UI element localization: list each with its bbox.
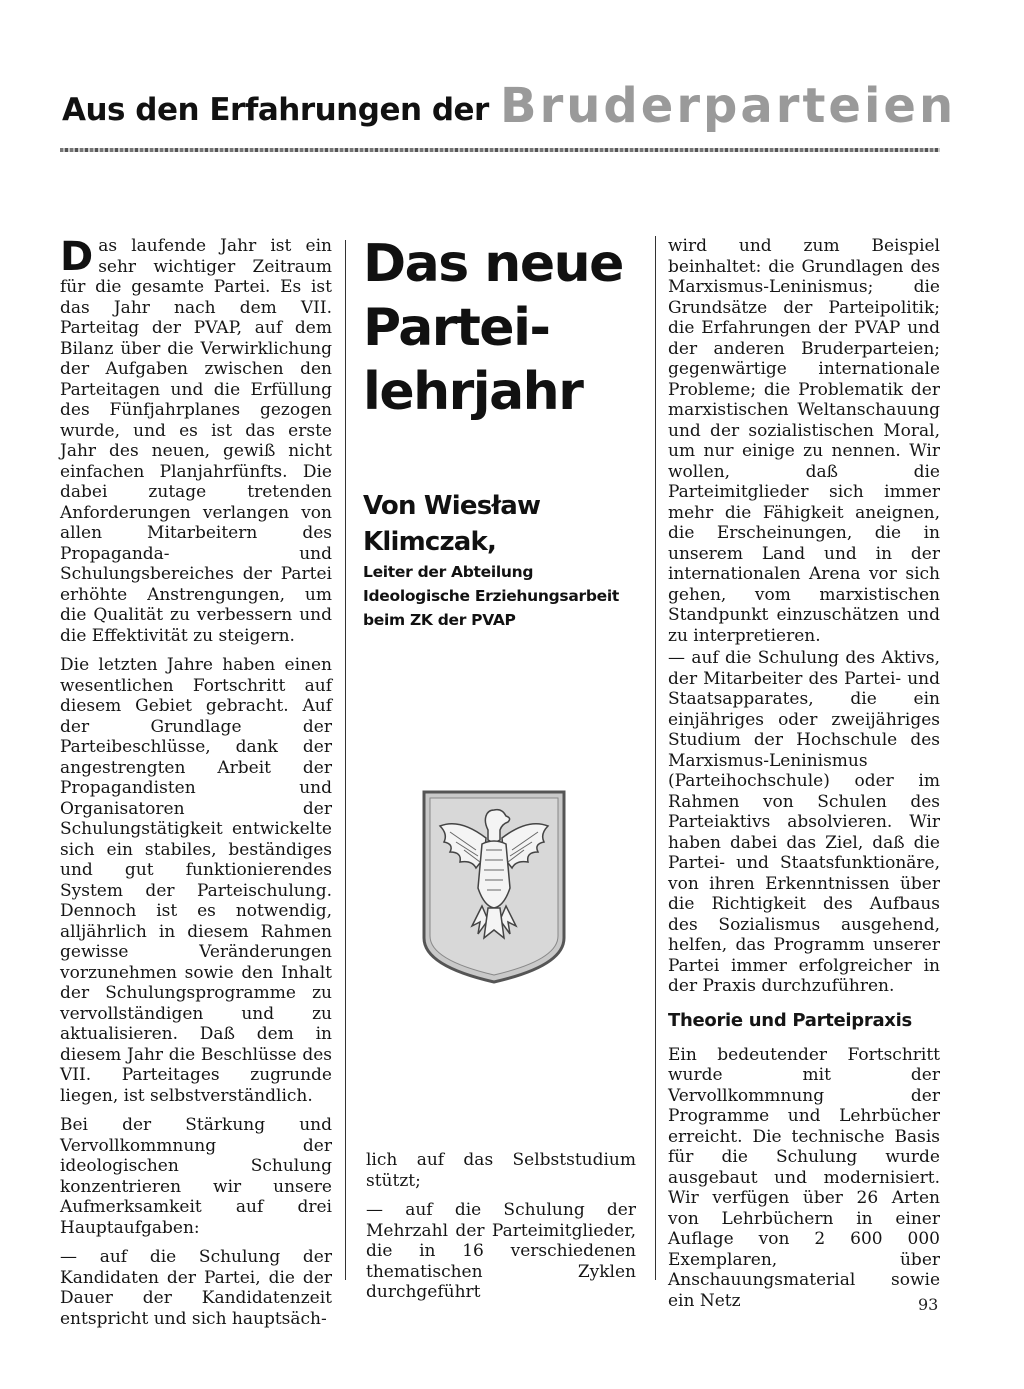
paragraph: Das laufende Jahr ist ein sehr wichtiger Zeitraum für die gesamte Partei. Es ist das Jahr nach dem VII. Parteitag der PVAP, auf dem Bilanz über die Verwirklichung der Aufgaben zwischen den Parteitagen und die Erfüllung des Fünfjahrplanes gezogen wurde, und es ist das erste Jahr des neuen, gewiß nicht einfachen Planjahrfünfts. Die dabei zutage tretenden Anforderungen verlangen von allen Mitarbeitern des Propaganda- und Schulungsbereiches der Partei erhöhte Anstrengungen, um die Qualität zu verbessern und die Effektivität zu steigern. <box>60 234 332 646</box>
section-header <box>60 78 957 138</box>
column-divider-right <box>655 236 656 1280</box>
section-header-subtitle: Bruderparteien <box>500 78 957 134</box>
text-column-3 <box>668 236 940 1320</box>
article-title-line: lehrjahr <box>363 362 583 422</box>
article-title-line: Partei- <box>363 298 550 358</box>
paragraph: Bei der Stärkung und Vervollkommnung der ideologischen Schulung konzentrieren wir unsere Aufmerksamkeit auf drei Hauptaufgaben: <box>60 1115 332 1238</box>
author-name: Von Wiesław Klimczak, <box>363 491 541 557</box>
paragraph: wird und zum Beispiel beinhaltet: die Grundlagen des Marxismus-Leninismus; die Grundsätze der Parteipolitik; die Erfahrungen der PVAP und der anderen Bruderparteien; gegenwärtige internationale Probleme; die Problematik der marxistischen Weltanschauung und der sozialistischen Moral, um nur einige zu nennen. Wir wollen, daß die Parteimitglieder sich immer mehr die Fähigkeit aneignen, die Erscheinungen, die in unserem Land und in der internationalen Arena vor sich gehen, vom marxistischen Standpunkt einzuschätzen und zu interpretieren. <box>668 236 940 646</box>
paragraph: — auf die Schulung der Kandidaten der Partei, die der Dauer der Kandidatenzeit entspricht und sich hauptsäch- <box>60 1247 332 1329</box>
article-title <box>363 232 648 424</box>
column-divider-left <box>345 240 346 1280</box>
text-column-2 <box>366 1150 636 1312</box>
paragraph: Die letzten Jahre haben einen wesentlichen Fortschritt auf diesem Gebiet gebracht. Auf der Grundlage der Parteibeschlüsse, dank der angestrengten Arbeit der Propagandisten und Organisatoren der Schulungstätigkeit entwickelte sich ein stabiles, beständiges und gut funktionierendes System der Parteischulung. Dennoch ist es notwendig, alljährlich in diesem Rahmen gewisse Veränderungen vorzunehmen sowie den Inhalt der Schulungsprogramme zu vervollständigen und zu aktualisieren. Daß dem in diesem Jahr die Beschlüsse des VII. Parteitages zugrunde liegen, ist selbstverständlich. <box>60 655 332 1106</box>
text-column-1 <box>60 236 332 1338</box>
paragraph: — auf die Schulung des Aktivs, der Mitarbeiter des Partei- und Staatsapparates, die ein einjähriges oder zweijähriges Studium der Hochschule des Marxismus-Leninismus (Parteihochschule) oder im Rahmen von Schulen des Parteiaktivs absolvieren. Wir haben dabei das Ziel, daß die Partei- und Staatsfunktionäre, von ihren Erkenntnissen über die Richtigkeit des Aufbaus des Sozialismus ausgehend, helfen, das Programm unserer Partei immer erfolgreicher in der Praxis durchzuführen. <box>668 648 940 996</box>
drop-cap: D <box>60 234 94 280</box>
paragraph: lich auf das Selbststudium stützt; <box>366 1150 636 1191</box>
section-heading: Theorie und Parteipraxis <box>668 1009 912 1031</box>
author-role-line: Leiter der Abteilung <box>363 563 534 581</box>
header-divider <box>60 148 940 152</box>
author-role-line: beim ZK der PVAP <box>363 611 516 629</box>
page-number: 93 <box>918 1295 939 1314</box>
section-header-title: Aus den Erfahrungen der <box>62 92 489 128</box>
article-title-line: Das neue <box>363 234 623 294</box>
paragraph: — auf die Schulung der Mehrzahl der Parteimitglieder, die in 16 verschiedenen thematischen Zyklen durchgeführt <box>366 1200 636 1302</box>
polish-eagle-emblem-icon <box>420 788 568 984</box>
paragraph: Ein bedeutender Fortschritt wurde mit der Vervollkommnung der Programme und Lehrbücher erreicht. Die technische Basis für die Schulung wurde ausgebaut und modernisiert. Wir verfügen über 26 Arten von Lehrbüchern in einer Auflage von 2 600 000 Exemplaren, über Anschauungsmaterial sowie ein Netz <box>668 1044 940 1311</box>
author-byline <box>363 488 648 632</box>
author-role-line: Ideologische Erziehungsarbeit <box>363 587 619 605</box>
